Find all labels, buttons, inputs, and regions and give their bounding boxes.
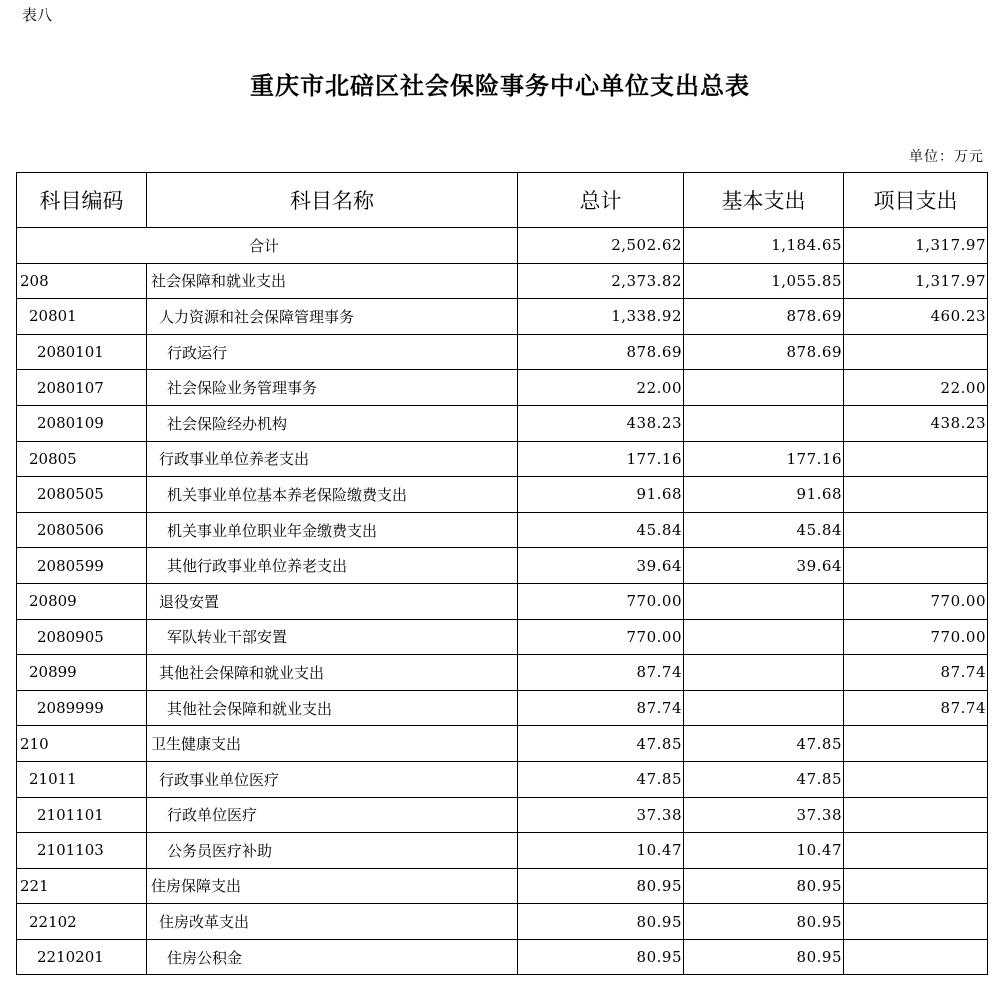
table-row xyxy=(17,868,988,904)
row-name: 人力资源和社会保障管理事务 xyxy=(147,299,518,335)
table-row xyxy=(17,405,988,441)
row-project xyxy=(844,548,988,584)
row-project xyxy=(844,797,988,833)
row-code: 2089999 xyxy=(17,690,147,726)
row-code: 21011 xyxy=(17,761,147,797)
row-name: 住房公积金 xyxy=(147,939,518,975)
row-total: 80.95 xyxy=(518,868,684,904)
row-basic: 80.95 xyxy=(684,868,844,904)
row-code: 20801 xyxy=(17,299,147,335)
row-project xyxy=(844,512,988,548)
row-project xyxy=(844,868,988,904)
row-code: 2080506 xyxy=(17,512,147,548)
row-name: 住房保障支出 xyxy=(147,868,518,904)
row-total: 438.23 xyxy=(518,405,684,441)
row-name: 社会保险业务管理事务 xyxy=(147,370,518,406)
row-project xyxy=(844,904,988,940)
row-name: 行政事业单位医疗 xyxy=(147,761,518,797)
row-basic: 80.95 xyxy=(684,904,844,940)
row-basic: 45.84 xyxy=(684,512,844,548)
row-project xyxy=(844,441,988,477)
header-basic: 基本支出 xyxy=(684,173,844,228)
row-code: 208 xyxy=(17,263,147,299)
row-basic: 878.69 xyxy=(684,334,844,370)
row-code: 221 xyxy=(17,868,147,904)
header-project: 项目支出 xyxy=(844,173,988,228)
row-total: 91.68 xyxy=(518,477,684,513)
table-number-label: 表八 xyxy=(22,6,53,24)
row-project xyxy=(844,939,988,975)
total-amount: 2,502.62 xyxy=(518,228,684,264)
row-code: 20809 xyxy=(17,583,147,619)
row-code: 2080905 xyxy=(17,619,147,655)
row-project: 770.00 xyxy=(844,619,988,655)
row-code: 2080107 xyxy=(17,370,147,406)
row-code: 210 xyxy=(17,726,147,762)
row-code: 22102 xyxy=(17,904,147,940)
row-total: 10.47 xyxy=(518,833,684,869)
table-row xyxy=(17,619,988,655)
row-project: 460.23 xyxy=(844,299,988,335)
row-name: 公务员医疗补助 xyxy=(147,833,518,869)
row-total: 878.69 xyxy=(518,334,684,370)
table-row xyxy=(17,655,988,691)
expenditure-table xyxy=(16,172,988,975)
row-basic: 1,055.85 xyxy=(684,263,844,299)
row-project: 22.00 xyxy=(844,370,988,406)
total-label: 合计 xyxy=(17,228,518,264)
row-total: 770.00 xyxy=(518,583,684,619)
header-code: 科目编码 xyxy=(17,173,147,228)
row-code: 2210201 xyxy=(17,939,147,975)
row-project: 438.23 xyxy=(844,405,988,441)
table-row xyxy=(17,548,988,584)
page-title: 重庆市北碚区社会保险事务中心单位支出总表 xyxy=(250,71,750,100)
row-total: 2,373.82 xyxy=(518,263,684,299)
row-total: 39.64 xyxy=(518,548,684,584)
row-project: 87.74 xyxy=(844,690,988,726)
row-total: 47.85 xyxy=(518,761,684,797)
row-name: 行政运行 xyxy=(147,334,518,370)
row-name: 社会保障和就业支出 xyxy=(147,263,518,299)
row-total: 87.74 xyxy=(518,690,684,726)
row-total: 22.00 xyxy=(518,370,684,406)
table-row xyxy=(17,441,988,477)
row-project: 87.74 xyxy=(844,655,988,691)
row-basic: 37.38 xyxy=(684,797,844,833)
row-basic xyxy=(684,655,844,691)
table-row xyxy=(17,726,988,762)
row-name: 行政事业单位养老支出 xyxy=(147,441,518,477)
row-name: 其他社会保障和就业支出 xyxy=(147,690,518,726)
table-row xyxy=(17,334,988,370)
table-row xyxy=(17,690,988,726)
row-code: 20899 xyxy=(17,655,147,691)
row-basic: 10.47 xyxy=(684,833,844,869)
row-total: 177.16 xyxy=(518,441,684,477)
row-total: 47.85 xyxy=(518,726,684,762)
header-name: 科目名称 xyxy=(147,173,518,228)
row-code: 2080109 xyxy=(17,405,147,441)
row-project xyxy=(844,334,988,370)
table-header-row xyxy=(17,173,988,228)
row-total: 37.38 xyxy=(518,797,684,833)
row-code: 2101103 xyxy=(17,833,147,869)
table-row xyxy=(17,299,988,335)
row-project xyxy=(844,726,988,762)
row-total: 87.74 xyxy=(518,655,684,691)
row-project: 770.00 xyxy=(844,583,988,619)
row-total: 770.00 xyxy=(518,619,684,655)
row-basic: 80.95 xyxy=(684,939,844,975)
row-basic: 47.85 xyxy=(684,761,844,797)
row-code: 2080505 xyxy=(17,477,147,513)
row-basic xyxy=(684,405,844,441)
row-basic xyxy=(684,690,844,726)
row-basic xyxy=(684,583,844,619)
row-project: 1,317.97 xyxy=(844,263,988,299)
unit-label: 单位：万元 xyxy=(909,149,984,165)
total-project: 1,317.97 xyxy=(844,228,988,264)
header-total: 总计 xyxy=(518,173,684,228)
row-basic: 91.68 xyxy=(684,477,844,513)
row-name: 社会保险经办机构 xyxy=(147,405,518,441)
row-name: 其他行政事业单位养老支出 xyxy=(147,548,518,584)
row-basic xyxy=(684,370,844,406)
row-name: 行政单位医疗 xyxy=(147,797,518,833)
row-basic: 177.16 xyxy=(684,441,844,477)
total-basic: 1,184.65 xyxy=(684,228,844,264)
row-project xyxy=(844,761,988,797)
table-row xyxy=(17,904,988,940)
row-basic: 39.64 xyxy=(684,548,844,584)
row-name: 卫生健康支出 xyxy=(147,726,518,762)
row-code: 2080101 xyxy=(17,334,147,370)
row-project xyxy=(844,477,988,513)
table-row xyxy=(17,833,988,869)
row-name: 住房改革支出 xyxy=(147,904,518,940)
row-name: 机关事业单位基本养老保险缴费支出 xyxy=(147,477,518,513)
row-basic: 47.85 xyxy=(684,726,844,762)
table-row xyxy=(17,939,988,975)
table-row xyxy=(17,370,988,406)
total-row xyxy=(17,228,988,264)
row-total: 80.95 xyxy=(518,939,684,975)
row-code: 2101101 xyxy=(17,797,147,833)
row-project xyxy=(844,833,988,869)
table-row xyxy=(17,263,988,299)
row-basic xyxy=(684,619,844,655)
row-name: 退役安置 xyxy=(147,583,518,619)
row-name: 其他社会保障和就业支出 xyxy=(147,655,518,691)
row-code: 2080599 xyxy=(17,548,147,584)
row-total: 80.95 xyxy=(518,904,684,940)
table-row xyxy=(17,797,988,833)
table-row xyxy=(17,477,988,513)
table-row xyxy=(17,583,988,619)
table-row xyxy=(17,761,988,797)
row-total: 1,338.92 xyxy=(518,299,684,335)
row-name: 机关事业单位职业年金缴费支出 xyxy=(147,512,518,548)
row-basic: 878.69 xyxy=(684,299,844,335)
table-row xyxy=(17,512,988,548)
row-total: 45.84 xyxy=(518,512,684,548)
row-name: 军队转业干部安置 xyxy=(147,619,518,655)
row-code: 20805 xyxy=(17,441,147,477)
